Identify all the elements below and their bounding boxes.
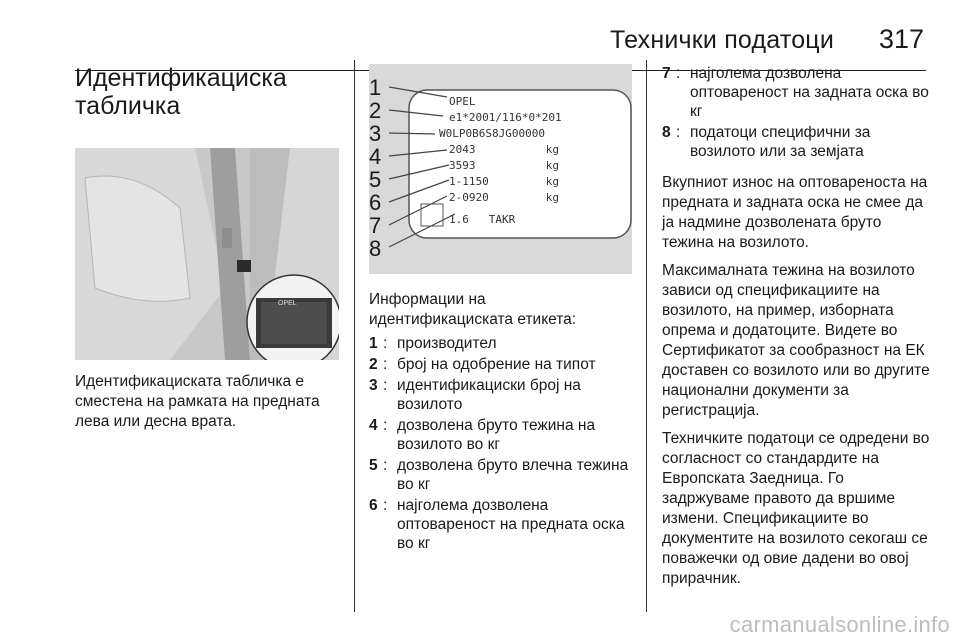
figure-caption: Идентификациската табличка е сместена на рамката на предната лева или десна врата. — [75, 373, 320, 430]
section-title-line-1: Идентификациска — [75, 64, 287, 92]
middle-column — [369, 64, 632, 555]
plate-weight-row — [449, 158, 559, 174]
id-plate-figure — [369, 64, 632, 274]
callout-7: 7 — [369, 213, 382, 238]
list-item: 2 : број на одобрение на типот — [369, 355, 632, 374]
plate-legend-list-continued — [662, 64, 932, 161]
item-number: 5 — [369, 457, 378, 474]
item-number: 7 — [662, 65, 671, 82]
callout-1: 1 — [369, 75, 382, 100]
item-number: 1 — [369, 335, 378, 352]
plate-weight-row — [449, 142, 559, 158]
plate-weight-unit: kg — [545, 143, 559, 156]
section-title — [75, 64, 343, 120]
item-text: дозволена бруто тежина на возилото во кг — [397, 417, 596, 453]
left-column — [75, 64, 343, 432]
item-number: 3 — [369, 377, 378, 394]
item-number: 4 — [369, 417, 378, 434]
item-text: идентификациски број на возилото — [397, 377, 581, 413]
item-text: најголема дозволена оптовареност на задната оска во кг — [690, 65, 929, 120]
callout-numbers — [369, 76, 389, 260]
plate-weight-unit: kg — [545, 159, 559, 172]
plate-weight-value: 2-0920 — [449, 191, 489, 204]
plate-weight-unit: kg — [545, 191, 559, 204]
plate-approval-number: e1*2001/116*0*201 — [449, 111, 562, 124]
callout-2: 2 — [369, 98, 382, 123]
plate-text — [439, 94, 562, 228]
plate-weight-value: 2043 — [449, 143, 476, 156]
list-item: 4 : дозволена бруто тежина на возилото во кг — [369, 416, 632, 454]
door-frame-illustration — [75, 148, 339, 360]
item-text: број на одобрение на типот — [397, 356, 596, 373]
right-column — [662, 64, 932, 597]
item-text: најголема дозволена оптовареност на предната оска во кг — [397, 497, 625, 552]
item-text: производител — [397, 335, 497, 352]
plate-weight-row — [449, 174, 559, 190]
plate-intro: Информации на идентификациската етикета: — [369, 291, 577, 328]
paragraph: Техничките податоци се одредени во согласност со стандардите на Европската Заедница. Го задржуваме правото да вршиме измени. Спецификациите во документите на возилото секогаш се поважечки од овие дадени во овој прирачник. — [662, 430, 930, 587]
item-text: дозволена бруто влечна тежина во кг — [397, 457, 629, 493]
plate-brand: OPEL — [449, 95, 476, 108]
callout-4: 4 — [369, 144, 382, 169]
list-item: 8 : податоци специфични за возилото или за земјата — [662, 123, 932, 161]
paragraph: Вкупниот износ на оптовареноста на предната и задната оска не смее да ја надмине дозволената бруто тежина на возилото. — [662, 174, 928, 251]
item-number: 8 — [662, 124, 671, 141]
list-item: 3 : идентификациски број на возилото — [369, 376, 632, 414]
plate-legend-list — [369, 334, 632, 553]
column-divider-2 — [646, 60, 647, 612]
item-text: податоци специфични за возилото или за земјата — [690, 124, 871, 160]
callout-5: 5 — [369, 167, 382, 192]
list-item: 1 : производител — [369, 334, 632, 353]
list-item: 6 : најголема дозволена оптовареност на предната оска во кг — [369, 496, 632, 553]
door-frame-photo — [75, 148, 339, 360]
plate-weight-value: 3593 — [449, 159, 476, 172]
callout-8: 8 — [369, 236, 382, 261]
watermark: carmanualsonline.info — [729, 612, 950, 637]
plate-weight-value: 1-1150 — [449, 175, 489, 188]
page-header — [0, 22, 940, 58]
plate-vin: W0LP0B6S8JG00000 — [439, 127, 545, 140]
paragraph: Максималната тежина на возилото зависи од спецификациите на возилото, на пример, изборната опрема и додатоците. Видете во Сертификатот за сообразност на ЕК доставен со возилото или во другите национални документи за регистрација. — [662, 262, 930, 419]
list-item: 7 : најголема дозволена оптовареност на задната оска во кг — [662, 64, 932, 121]
item-number: 6 — [369, 497, 378, 514]
callout-3: 3 — [369, 121, 382, 146]
page-number: 317 — [878, 24, 924, 54]
list-item: 5 : дозволена бруто влечна тежина во кг — [369, 456, 632, 494]
plate-specific-data: 1.6 TAKR — [449, 213, 516, 226]
section-title-line-2: табличка — [75, 92, 181, 120]
item-number: 2 — [369, 356, 378, 373]
plate-weight-row — [449, 190, 559, 206]
callout-6: 6 — [369, 190, 382, 215]
column-divider-1 — [354, 60, 355, 612]
page-title: Технички податоци — [610, 26, 834, 54]
photo-plate-brand: OPEL — [278, 300, 297, 307]
plate-weight-unit: kg — [545, 175, 559, 188]
